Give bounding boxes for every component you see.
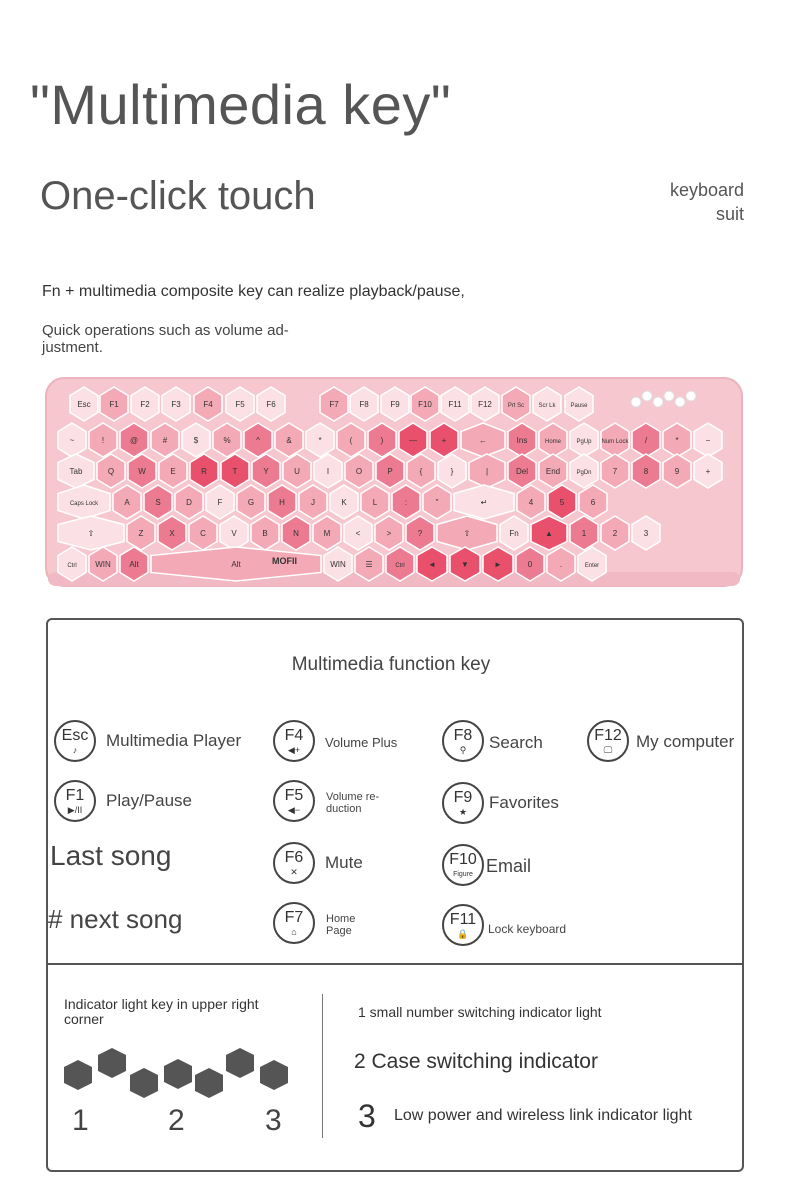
key-name: F12 <box>594 727 622 744</box>
keyboard-key <box>244 423 272 457</box>
indicator-caption: Indicator light key in upper right corner <box>64 996 259 1027</box>
vertical-divider <box>322 994 323 1138</box>
home-page-label: Home Page <box>326 913 356 937</box>
keyboard-key <box>313 516 341 550</box>
svg-text:>: > <box>386 529 392 538</box>
keyboard-key <box>70 387 98 421</box>
keyboard-key <box>441 387 469 421</box>
keyboard-key <box>578 547 606 581</box>
svg-text:%: % <box>223 436 231 445</box>
svg-text:PgUp: PgUp <box>576 439 592 445</box>
svg-text:⇧: ⇧ <box>87 529 95 538</box>
next-song-label: # next song <box>48 904 183 934</box>
keyboard-key <box>411 387 439 421</box>
keyboard-key <box>694 454 722 488</box>
keyboard-key <box>344 516 372 550</box>
hexagon-light <box>64 1060 92 1090</box>
svg-text:←: ← <box>479 436 487 445</box>
last-song-label: Last song <box>50 840 172 871</box>
keyboard-key <box>306 423 334 457</box>
svg-text:↵: ↵ <box>480 498 488 507</box>
keyboard-key <box>355 547 383 581</box>
keyboard-image <box>44 376 744 588</box>
svg-text:Ins: Ins <box>516 436 528 445</box>
svg-text:Fn: Fn <box>509 529 519 538</box>
keyboard-key <box>533 387 561 421</box>
svg-text:F4: F4 <box>203 400 213 409</box>
keyboard-key <box>407 454 435 488</box>
f5-key-icon <box>273 780 315 822</box>
svg-text:5: 5 <box>559 498 565 507</box>
svg-text:F: F <box>217 498 223 507</box>
keyboard-key <box>268 485 296 519</box>
keyboard-key <box>502 387 530 421</box>
svg-text:PgDn: PgDn <box>576 470 592 476</box>
indicator-item-3: Low power and wireless link indicator light <box>394 1107 692 1124</box>
keyboard-key <box>570 516 598 550</box>
svg-text:*: * <box>318 436 322 445</box>
key-name: F7 <box>284 909 304 926</box>
svg-text:#: # <box>162 436 168 445</box>
f8-key-icon <box>442 720 484 762</box>
svg-text:F1: F1 <box>109 400 119 409</box>
svg-text:R: R <box>201 467 207 476</box>
svg-text:P: P <box>387 467 393 476</box>
hexagon-light <box>164 1059 192 1089</box>
keyboard-brand: MOFII <box>272 556 297 566</box>
keyboard-key <box>190 454 218 488</box>
keyboard-key <box>275 423 303 457</box>
svg-text:J: J <box>311 498 315 507</box>
svg-text:~: ~ <box>69 436 75 445</box>
indicator-item-1: 1 small number switching indicator light <box>358 1004 602 1020</box>
svg-text:WIN: WIN <box>330 560 346 569</box>
keyboard-key <box>375 516 403 550</box>
keyboard-key <box>337 423 365 457</box>
key-name: F8 <box>453 727 473 744</box>
monitor-icon: 🖵 <box>603 745 613 755</box>
f11-key-icon <box>442 904 484 946</box>
hexagon-light <box>98 1048 126 1078</box>
svg-text:F8: F8 <box>359 400 369 409</box>
svg-text:Home: Home <box>544 439 562 445</box>
keyboard-key <box>368 423 396 457</box>
svg-text:F5: F5 <box>235 400 245 409</box>
keyboard-key <box>330 485 358 519</box>
key-name: F10 <box>449 851 477 868</box>
hexagon-light <box>195 1068 223 1098</box>
play-pause-icon: ▶/II <box>67 805 83 815</box>
svg-text:Q: Q <box>107 467 115 476</box>
key-name: F5 <box>284 787 304 804</box>
keyboard-key <box>97 454 125 488</box>
svg-text:−: − <box>705 436 711 445</box>
multimedia-player-label: Multimedia Player <box>106 731 242 750</box>
email-label: Email <box>486 856 532 876</box>
f4-key-icon <box>273 720 315 762</box>
keyboard-key <box>632 454 660 488</box>
product-tag <box>624 178 744 226</box>
keyboard-key <box>252 454 280 488</box>
keyboard-key <box>508 454 536 488</box>
keyboard-key <box>158 516 186 550</box>
indicator-hexagons <box>58 1040 298 1110</box>
svg-text:F10: F10 <box>418 400 432 409</box>
keyboard-key <box>632 423 660 457</box>
svg-text:^: ^ <box>256 436 260 445</box>
keyboard-key <box>392 485 420 519</box>
svg-text:F12: F12 <box>478 400 492 409</box>
music-note-icon: ♪ <box>72 745 78 755</box>
keyboard-key <box>694 423 722 457</box>
keyboard-key <box>89 547 117 581</box>
hexagon-light <box>130 1068 158 1098</box>
keyboard-key <box>508 423 536 457</box>
keyboard-key <box>251 516 279 550</box>
keyboard-key <box>601 516 629 550</box>
keyboard-key <box>548 485 576 519</box>
keyboard-key <box>257 387 285 421</box>
keyboard-key <box>159 454 187 488</box>
svg-text:+: + <box>705 467 711 476</box>
svg-text:F3: F3 <box>171 400 181 409</box>
page-subtitle: One-click touch <box>40 174 316 218</box>
keyboard-key <box>58 547 86 581</box>
keyboard-key <box>175 485 203 519</box>
keyboard-key <box>314 454 342 488</box>
keyboard-key <box>500 516 528 550</box>
svg-text:2: 2 <box>612 529 618 538</box>
keyboard-key <box>361 485 389 519</box>
product-tag-line1: keyboard <box>669 180 744 200</box>
keyboard-key <box>399 423 427 457</box>
keyboard-key <box>131 387 159 421</box>
svg-text:M: M <box>323 529 331 538</box>
hexagon-light <box>226 1048 254 1078</box>
svg-text:O: O <box>355 467 363 476</box>
svg-text:Ctrl: Ctrl <box>67 563 77 569</box>
keyboard-key <box>189 516 217 550</box>
volume-reduction-label: Volume re- duction <box>326 791 380 815</box>
f1-key-icon <box>54 780 96 822</box>
svg-text:B: B <box>262 529 268 538</box>
svg-text:4: 4 <box>528 498 534 507</box>
svg-text:+: + <box>441 436 447 445</box>
svg-text:Alt: Alt <box>231 560 241 569</box>
keyboard-key <box>381 387 409 421</box>
svg-text:Z: Z <box>138 529 144 538</box>
keyboard-key <box>206 485 234 519</box>
svg-text:T: T <box>232 467 238 476</box>
hexagon-light <box>260 1060 288 1090</box>
svg-text:U: U <box>294 467 300 476</box>
svg-text:—: — <box>409 436 417 445</box>
panel-divider <box>46 963 744 965</box>
key-name: F9 <box>453 789 473 806</box>
keyboard-key <box>601 454 629 488</box>
svg-text:A: A <box>124 498 130 507</box>
svg-text:S: S <box>155 498 161 507</box>
keyboard-key <box>345 454 373 488</box>
key-name: F6 <box>284 849 304 866</box>
svg-text:Num Lock: Num Lock <box>601 439 629 445</box>
description-line1: Fn + multimedia composite key can realize playback/pause, <box>42 283 465 300</box>
svg-text:End: End <box>545 467 561 476</box>
search-label: Search <box>489 733 543 752</box>
keyboard-key <box>320 387 348 421</box>
keyboard-key <box>282 516 310 550</box>
svg-text:D: D <box>186 498 192 507</box>
svg-text:I: I <box>326 467 330 476</box>
svg-text:Esc: Esc <box>77 400 91 409</box>
svg-text:Prt Sc: Prt Sc <box>507 403 525 409</box>
keyboard-key <box>127 516 155 550</box>
keyboard-key <box>417 547 447 581</box>
svg-text:$: $ <box>193 436 199 445</box>
svg-text:!: ! <box>101 436 105 445</box>
keyboard-key <box>450 547 480 581</box>
key-name: F4 <box>284 727 304 744</box>
keyboard-key <box>226 387 254 421</box>
svg-text:|: | <box>485 467 489 476</box>
keyboard-key <box>100 387 128 421</box>
svg-text:F9: F9 <box>390 400 400 409</box>
page-title: "Multimedia key" <box>30 73 452 136</box>
svg-text:): ) <box>380 436 384 445</box>
svg-text:G: G <box>247 498 255 507</box>
keyboard-key <box>483 547 513 581</box>
svg-text:<: < <box>355 529 361 538</box>
product-tag-line2: suit <box>715 204 744 224</box>
svg-text:WIN: WIN <box>95 560 111 569</box>
lock-icon: 🔒 <box>457 929 469 939</box>
keyboard-key <box>299 485 327 519</box>
keyboard-key <box>324 547 352 581</box>
svg-text:Pause: Pause <box>570 403 588 409</box>
f12-key-icon <box>587 720 629 762</box>
svg-text:Enter: Enter <box>584 563 600 569</box>
keyboard-key <box>128 454 156 488</box>
svg-text:8: 8 <box>643 467 649 476</box>
svg-text:K: K <box>341 498 347 507</box>
key-name: F1 <box>65 787 85 804</box>
figure-icon: Figure <box>453 871 473 878</box>
svg-text:▲: ▲ <box>545 529 553 538</box>
keyboard-key <box>539 454 567 488</box>
keyboard-key <box>221 454 249 488</box>
keyboard-key <box>58 423 86 457</box>
svg-text:/: / <box>644 436 648 445</box>
keyboard-key <box>539 423 567 457</box>
home-icon: ⌂ <box>291 927 297 937</box>
svg-text:F11: F11 <box>448 400 462 409</box>
volume-down-icon: ◀− <box>287 805 301 815</box>
f6-key-icon <box>273 842 315 884</box>
keyboard-key <box>565 387 593 421</box>
svg-text:6: 6 <box>590 498 596 507</box>
keyboard-key <box>430 423 458 457</box>
description-line2: Quick operations such as volume ad- justment. <box>42 322 289 356</box>
svg-text:⇧: ⇧ <box>463 529 471 538</box>
key-name: Esc <box>61 727 89 744</box>
my-computer-label: My computer <box>636 732 735 751</box>
keyboard-key <box>579 485 607 519</box>
svg-text:.: . <box>559 560 563 569</box>
play-pause-label: Play/Pause <box>106 791 192 810</box>
svg-text:Del: Del <box>515 467 529 476</box>
svg-text:X: X <box>169 529 175 538</box>
keyboard-key <box>162 387 190 421</box>
svg-text:Ctrl: Ctrl <box>395 563 405 569</box>
keyboard-key <box>113 485 141 519</box>
multimedia-title: Multimedia function key <box>291 654 491 675</box>
svg-text:N: N <box>293 529 299 538</box>
search-icon: ⚲ <box>459 745 467 755</box>
keyboard-key <box>547 547 575 581</box>
star-icon: ★ <box>458 807 468 817</box>
svg-text:H: H <box>279 498 285 507</box>
favorites-label: Favorites <box>489 793 559 812</box>
keyboard-key <box>182 423 210 457</box>
keyboard-key <box>220 516 248 550</box>
indicator-number-3: 3 <box>265 1104 282 1137</box>
svg-text:F7: F7 <box>329 400 339 409</box>
keyboard-key <box>517 485 545 519</box>
keyboard-key <box>632 516 660 550</box>
f7-key-icon <box>273 902 315 944</box>
keyboard-key <box>144 485 172 519</box>
svg-text:F6: F6 <box>266 400 276 409</box>
volume-plus-label: Volume Plus <box>325 735 398 750</box>
svg-text:?: ? <box>417 529 423 538</box>
keyboard-key <box>423 485 451 519</box>
esc-key-icon <box>54 720 96 762</box>
keyboard-key <box>406 516 434 550</box>
svg-text:Scr Lk: Scr Lk <box>538 403 556 409</box>
svg-text:Caps Lock: Caps Lock <box>69 501 99 507</box>
volume-up-icon: ◀+ <box>287 745 301 755</box>
svg-text:F2: F2 <box>140 400 150 409</box>
svg-text:*: * <box>675 436 679 445</box>
svg-text:Alt: Alt <box>129 560 139 569</box>
keyboard-key <box>663 423 691 457</box>
svg-text:": " <box>435 498 439 507</box>
keyboard-key <box>120 423 148 457</box>
svg-text:E: E <box>170 467 176 476</box>
mute-icon: ✕ <box>290 867 298 877</box>
keyboard-key <box>151 423 179 457</box>
keyboard-key <box>516 547 544 581</box>
svg-text:L: L <box>372 498 378 507</box>
keyboard-key <box>350 387 378 421</box>
indicator-item-3-number: 3 <box>358 1098 376 1134</box>
svg-text:7: 7 <box>612 467 618 476</box>
svg-text:}: } <box>450 467 454 476</box>
keyboard-key <box>237 485 265 519</box>
svg-text:Y: Y <box>263 467 269 476</box>
keyboard-key <box>663 454 691 488</box>
svg-text:9: 9 <box>674 467 680 476</box>
keyboard-key <box>213 423 241 457</box>
keyboard-key <box>89 423 117 457</box>
svg-text:{: { <box>419 467 423 476</box>
svg-text:V: V <box>231 529 237 538</box>
lock-keyboard-label: Lock keyboard <box>488 922 567 936</box>
keyboard-key <box>386 547 414 581</box>
f10-key-icon <box>442 844 484 886</box>
mute-label: Mute <box>325 853 363 872</box>
svg-text:☰: ☰ <box>365 560 373 569</box>
svg-text:◄: ◄ <box>428 560 436 569</box>
keyboard-key <box>376 454 404 488</box>
svg-text:3: 3 <box>643 529 649 538</box>
svg-text:0: 0 <box>527 560 533 569</box>
keyboard-key <box>120 547 148 581</box>
keyboard-key <box>471 387 499 421</box>
keyboard-key <box>194 387 222 421</box>
svg-text:@: @ <box>129 436 139 445</box>
svg-text:►: ► <box>494 560 502 569</box>
keyboard-key <box>570 423 598 457</box>
svg-text:W: W <box>138 467 146 476</box>
svg-text:Tab: Tab <box>69 467 83 476</box>
svg-text::: : <box>404 498 408 507</box>
indicator-number-1: 1 <box>72 1104 89 1137</box>
keyboard-key <box>570 454 598 488</box>
keyboard-key <box>438 454 466 488</box>
svg-text:1: 1 <box>581 529 587 538</box>
svg-text:(: ( <box>349 436 353 445</box>
svg-text:&: & <box>286 436 292 445</box>
indicator-number-2: 2 <box>168 1104 185 1137</box>
key-name: F11 <box>449 911 477 928</box>
svg-text:C: C <box>200 529 206 538</box>
svg-text:▼: ▼ <box>461 560 469 569</box>
keyboard-key <box>283 454 311 488</box>
f9-key-icon <box>442 782 484 824</box>
indicator-item-2: 2 Case switching indicator <box>354 1050 598 1073</box>
